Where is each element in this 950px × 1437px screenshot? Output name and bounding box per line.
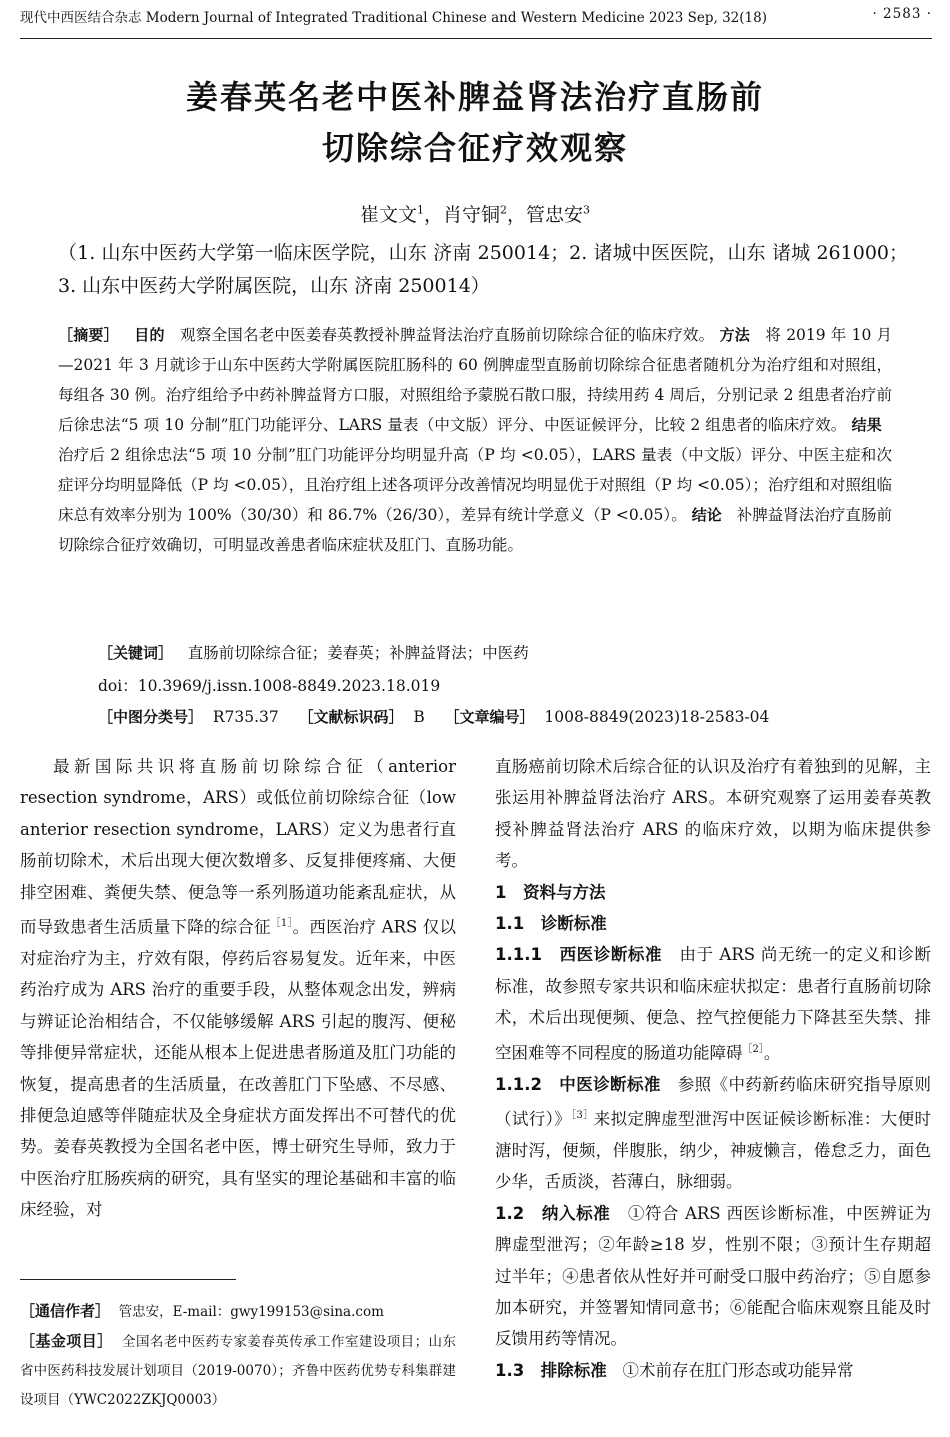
author-affil-marker: 1 [416, 203, 424, 217]
author-list: 崔文文$^1$，肖守铜$^2$，管忠安$^3$ [359, 203, 591, 226]
section-1-1-heading: 1.1 诊断标准 [495, 914, 607, 934]
result-text: 治疗后 2 组徐忠法“5 项 10 分制”肛门功能评分均明显升高（P 均 <0.05），LARS 量表（中文版）评分、中医主症和次症评分均明显降低（P 均 <0.05），且治疗组上述各项评分改善情况均明显优于对照组（P 均 <0.05）；治疗组和对照组临床总有效率分别为 100%（30/30）和 86.7%（26/30），差异有统计学意义（P <0.05）。 [58, 446, 892, 524]
funding-text: 全国名老中医药专家姜春英传承工作室建设项目；山东省中医药科技发展计划项目（2019-0070）；齐鲁中医药优势专科集群建设项目（YWC2022ZKJQ0003） [20, 1334, 456, 1408]
purpose-label: 目的 [134, 326, 165, 344]
doi: doi：10.3969/j.issn.1008-8849.2023.18.019 [98, 677, 441, 695]
keywords-text: 直肠前切除综合征；姜春英；补脾益肾法；中医药 [187, 644, 529, 662]
section-1-1-2 [495, 1069, 931, 1198]
conclusion-label: 结论 [691, 506, 722, 524]
affiliations: （1. 山东中医药大学第一临床医学院，山东 济南 250014；2. 诸城中医医院，山东 诸城 261000；3. 山东中医药大学附属医院，山东 济南 250014） [58, 242, 908, 297]
citation-1: ［1］ [270, 918, 293, 930]
footnote-rule [20, 1279, 236, 1280]
doc-code-value: B [413, 708, 425, 726]
section-1-2-text: ①符合 ARS 西医诊断标准，中医辨证为脾虚型泄泻；②年龄≥18 岁，性别不限；③预计生存期超过半年；④患者依从性好并可耐受口服中药治疗；⑤自愿参加本研究，并签署知情同意书；⑥能配合临床观察且能及时反馈用药等情况。 [495, 1203, 931, 1349]
section-1-1-2-heading: 1.1.2 中医诊断标准 [495, 1074, 661, 1094]
funding-label: ［基金项目］ [20, 1332, 113, 1350]
method-text: 将 2019 年 10 月—2021 年 3 月就诊于山东中医药大学附属医院肛肠科的 60 例脾虚型直肠前切除综合征患者随机分为治疗组和对照组，每组各 30 例。治疗组给予中药补脾益肾方口服，对照组给予蒙脱石散口服，持续用药 4 周后，分别记录 2 组患者治疗前后徐忠法“5 项 10 分制”肛门功能评分、LARS 量表（中文版）评分、中医证候评分，比较 2 组患者的临床疗效。 [58, 326, 892, 434]
section-1-2-heading: 1.2 纳入标准 [495, 1203, 611, 1223]
author-name: 管忠安 [526, 204, 584, 226]
intro-text-cont: 。西医治疗 ARS 仅以对症治疗为主，疗效有限，停药后容易复发。近年来，中医药治疗成为 ARS 治疗的重要手段，从整体观念出发，辨病与辨证论治相结合，不仅能够缓解 ARS 引起的腹泻、便秘等排便异常症状，还能从根本上促进患者肠道及肛门功能的恢复，提高患者的生活质量，在改善肛门下坠感、不尽感、排便急迫感等伴随症状及全身症状方面发挥出不可替代的优势。姜春英教授为全国名老中医，博士研究生导师，致力于中医治疗肛肠疾病的研究，具有坚实的理论基础和丰富的临床经验，对 [20, 917, 456, 1220]
conclusion-text: 补脾益肾法治疗直肠前切除综合征疗效确切，可明显改善患者临床症状及肛门、直肠功能。 [58, 506, 892, 554]
correspondence-label: ［通信作者］ [20, 1302, 111, 1320]
author-name: 肖守铜 [442, 204, 500, 226]
section-1-1-1-text: 由于 ARS 尚无统一的定义和诊断标准，故参照专家共识和临床症状拟定：患者行直肠前切除术，术后出现便频、便急、控气控便能力下降甚至失禁、排空困难等不同程度的肠道功能障碍 [495, 945, 931, 1063]
article-title-line2: 切除综合征疗效观察 [321, 129, 628, 167]
section-1-heading: 1 资料与方法 [495, 882, 606, 902]
keywords-label: ［关键词］ [98, 644, 174, 662]
page-number: · 2583 · [872, 6, 932, 22]
section-1-1-2-text: 参照《中药新药临床研究指导原则（试行）》 [495, 1074, 931, 1129]
section-1-3-text: ①术前存在肛门形态或功能异常 [622, 1360, 854, 1380]
section-1-1-1: 1.1.1 西医诊断标准 由于 ARS 尚无统一的定义和诊断标准，故参照专家共识和临床症状拟定：患者行直肠前切除术，术后出现便频、便急、控气控便能力下降甚至失禁、排空困难等不同程度的肠道功能障碍$^{[2]}$。 [495, 945, 931, 1063]
abstract-label: ［摘要］ [58, 326, 119, 344]
keywords [98, 641, 529, 663]
section-1-2 [495, 1198, 931, 1355]
header-rule [20, 38, 932, 39]
section-1-3-heading: 1.3 排除标准 [495, 1360, 607, 1380]
clc-value: R735.37 [212, 708, 279, 726]
author-affil-marker: 3 [583, 203, 591, 217]
clc-label: ［中图分类号］ [98, 708, 204, 726]
body-right-column [495, 751, 931, 1386]
citation-3: ［3］ [571, 1109, 594, 1121]
body-left-column [20, 751, 456, 1226]
section-1-3 [495, 1355, 931, 1386]
author-affil-marker: 2 [500, 203, 507, 217]
journal-info: 现代中西医结合杂志 Modern Journal of Integrated Traditional Chinese and Western Medicine 2023 Sep, 32(18) [20, 10, 767, 26]
intro-text: 最新国际共识将直肠前切除综合征（anterior resection syndrome，ARS）或低位前切除综合征（low anterior resection syndrome，LARS）定义为患者行直肠前切除术，术后出现大便次数增多、反复排便疼痛、大便排空困难、粪便失禁、便急等一系列肠道功能紊乱症状，从而导致患者生活质量下降的综合征 [20, 757, 456, 937]
footnotes [20, 1297, 456, 1415]
section-1-1-1-heading: 1.1.1 西医诊断标准 [495, 945, 663, 965]
article-number-label: ［文章编号］ [444, 708, 535, 726]
article-title-line1: 姜春英名老中医补脾益肾法治疗直肠前 [185, 78, 764, 116]
method-label: 方法 [719, 326, 750, 344]
running-header [20, 6, 932, 26]
purpose-text: 观察全国名老中医姜春英教授补脾益肾法治疗直肠前切除综合征的临床疗效。 [180, 326, 715, 344]
abstract [58, 320, 892, 560]
author-name: 崔文文 [359, 204, 417, 226]
classification-line [98, 706, 769, 727]
result-label: 结果 [851, 416, 882, 434]
section-1-1-2-text-cont: 来拟定脾虚型泄泻中医证候诊断标准：大便时溏时泻，便频，伴腹胀，纳少，神疲懒言，倦怠乏力，面色少华，舌质淡，苔薄白，脉细弱。 [495, 1109, 931, 1192]
article-number-value: 1008-8849(2023)18-2583-04 [544, 708, 770, 726]
citation-2: ［2］ [742, 1043, 764, 1055]
intro-paragraph [20, 751, 456, 1226]
correspondence-text: 管忠安，E-mail：gwy199153@sina.com [118, 1304, 384, 1320]
intro-continuation: 直肠癌前切除术后综合征的认识及治疗有着独到的见解，主张运用补脾益肾法治疗 ARS。本研究观察了运用姜春英教授补脾益肾法治疗 ARS 的临床疗效，以期为临床提供参考。 [495, 757, 931, 871]
doc-code-label: ［文献标识码］ [298, 708, 404, 726]
